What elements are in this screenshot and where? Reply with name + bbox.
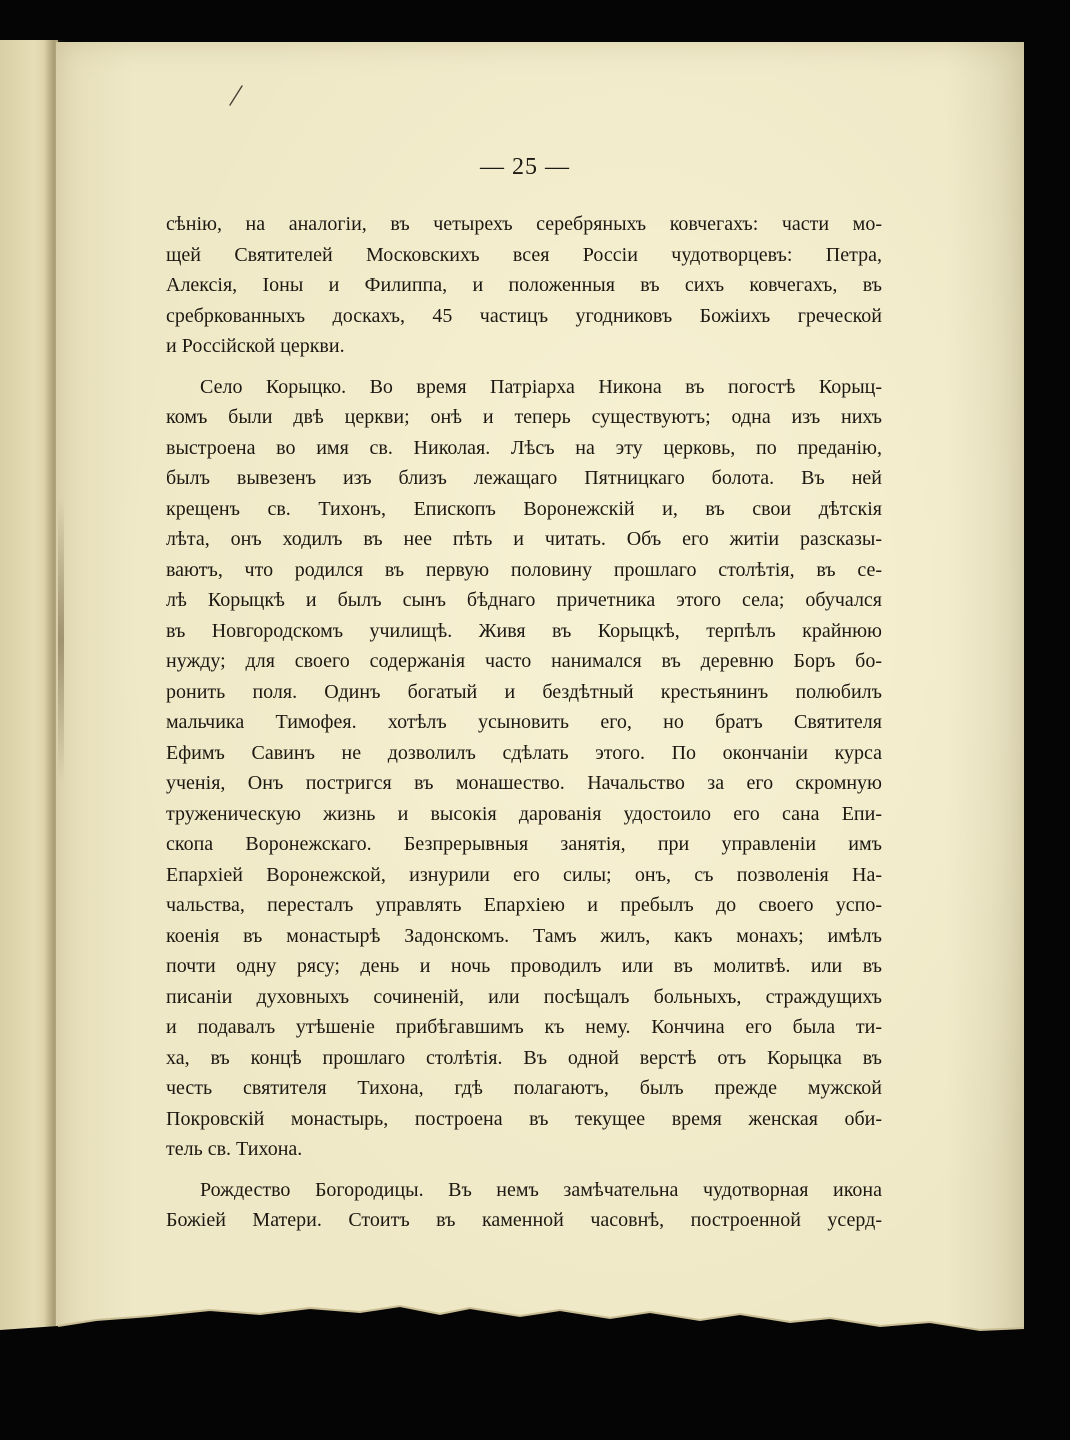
text-line: ученія, Онъ постригся въ монашество. Начальство за его скромную	[166, 772, 882, 794]
text-line: Ефимъ Савинъ не дозволилъ сдѣлать этого. По окончаніи курса	[166, 741, 882, 764]
text-line: скопа Воронежскаго. Безпрерывныя занятія, при управленіи имъ	[166, 833, 882, 855]
paragraph	[166, 1175, 882, 1236]
text-line: и подавалъ утѣшеніе прибѣгавшимъ къ нему. Кончина его была ти-	[166, 1016, 882, 1038]
text-line: въ Новгородскомъ училищѣ. Живя въ Корыцкѣ, терпѣлъ крайнюю	[166, 619, 882, 642]
page-number: — 25 —	[480, 154, 570, 180]
text-line: сѣнію, на аналогіи, въ четырехъ серебряныхъ ковчегахъ: части мо-	[166, 213, 882, 235]
text-line: крещенъ св. Тихонъ, Епископъ Воронежскій и, въ свои дѣтскія	[166, 497, 882, 520]
text-line: Алексія, Іоны и Филиппа, и положенныя въ сихъ ковчегахъ, въ	[166, 274, 882, 296]
text-line: былъ вывезенъ изъ близъ лежащаго Пятницкаго болота. Въ ней	[166, 467, 882, 489]
text-line: Покровскій монастырь, построена въ текущее время женская оби-	[166, 1107, 882, 1130]
text-line: Епархіей Воронежской, изнурили его силы; онъ, съ позволенія На-	[166, 863, 882, 886]
torn-bottom-edge	[0, 1300, 1070, 1440]
text-line: Село Корыцко. Во время Патріарха Никона въ погостѣ Корыц-	[200, 375, 882, 398]
text-line: выстроена во имя св. Николая. Лѣсъ на эту церковь, по преданію,	[166, 436, 882, 459]
text-line: щей Святителей Московскихъ всея Россіи чудотворцевъ: Петра,	[166, 243, 882, 266]
text-line: нужду; для своего содержанія часто нанимался въ деревню Боръ бо-	[166, 650, 882, 672]
text-line: тель св. Тихона.	[166, 1138, 303, 1160]
paragraph-gap	[166, 362, 882, 372]
text-line: сребркованныхъ доскахъ, 45 частицъ угодниковъ Божіихъ греческой	[166, 304, 882, 327]
text-line: почти одну рясу; день и ночь проводилъ или въ молитвѣ. или въ	[166, 955, 882, 977]
page-body-text	[166, 209, 882, 1236]
paragraph-gap	[166, 1165, 882, 1175]
paragraph	[166, 372, 882, 1165]
text-line: писаніи духовныхъ сочиненій, или посѣщалъ больныхъ, страждущихъ	[166, 985, 882, 1008]
paragraph	[166, 209, 882, 362]
text-line: ронить поля. Одинъ богатый и бездѣтный крестьянинъ полюбилъ	[166, 680, 882, 703]
text-line: чальства, пересталъ управлять Епархіею и пребылъ до своего успо-	[166, 894, 882, 916]
text-line: комъ были двѣ церкви; онѣ и теперь существуютъ; одна изъ нихъ	[166, 406, 882, 428]
text-line: лѣта, онъ ходилъ въ нее пѣть и читать. Объ его житіи разсказы-	[166, 528, 882, 550]
pencil-mark-icon	[228, 84, 244, 106]
text-line: и Россійской церкви.	[166, 335, 345, 357]
text-line: Рождество Богородицы. Въ немъ замѣчательна чудотворная икона	[200, 1178, 882, 1201]
text-line: мальчика Тимофея. хотѣлъ усыновить его, но братъ Святителя	[166, 711, 882, 733]
text-line: честь святителя Тихона, гдѣ полагаютъ, былъ прежде мужской	[166, 1077, 882, 1099]
text-line: Божіей Матери. Стоитъ въ каменной часовнѣ, построенной усерд-	[166, 1209, 882, 1231]
text-line: коенія въ монастырѣ Задонскомъ. Тамъ жилъ, какъ монахъ; имѣлъ	[166, 924, 882, 947]
text-line: ха, въ концѣ прошлаго столѣтія. Въ одной верстѣ отъ Корыцка въ	[166, 1046, 882, 1069]
text-line: лѣ Корыцкѣ и былъ сынъ бѣднаго причетника этого села; обучался	[166, 589, 882, 611]
text-line: труженическую жизнь и высокія дарованія удостоило его сана Епи-	[166, 802, 882, 825]
text-line: ваютъ, что родился въ первую половину прошлаго столѣтія, въ се-	[166, 558, 882, 581]
spine-stain	[58, 500, 64, 780]
